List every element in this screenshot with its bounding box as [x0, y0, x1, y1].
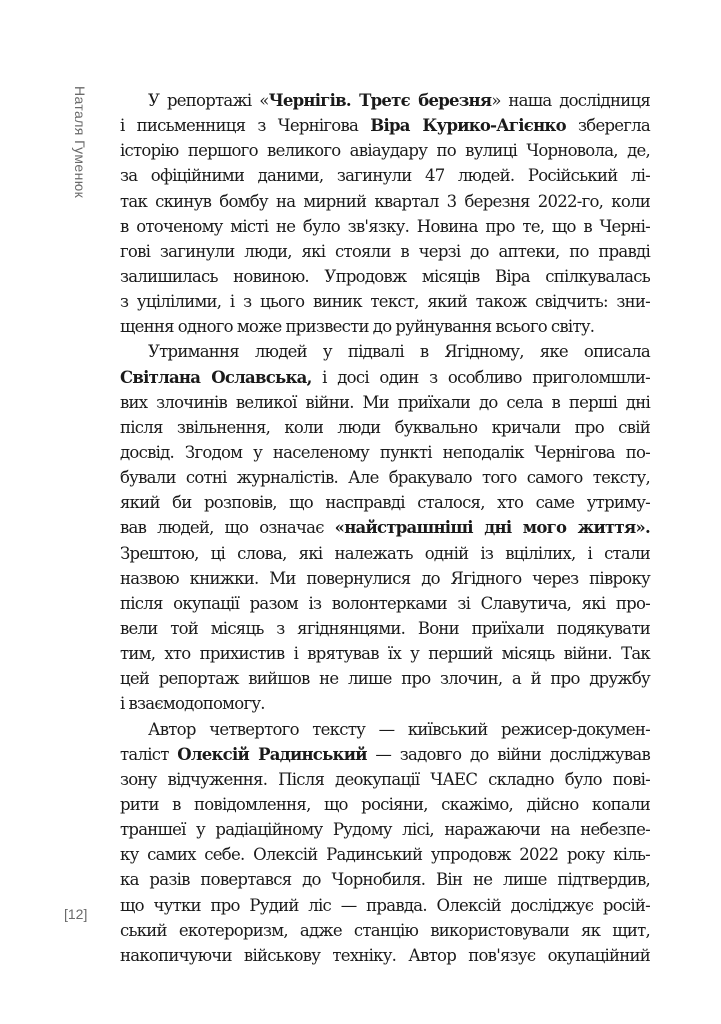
text-run: ський екотероризм, адже станцію використовували як щит, — [120, 920, 650, 940]
text-run: Зрештою, ці слова, які належать одній із вцілілих, і стали — [120, 543, 650, 563]
body-text — [120, 88, 650, 968]
text-run: накопичуючи військову техніку. Автор пов'язує окупаційний — [120, 945, 650, 965]
text-line — [120, 943, 650, 968]
text-run: за офіційними даними, загинули 47 людей. Російський лі- — [120, 166, 650, 186]
text-line — [120, 717, 650, 742]
text-run: залишилась новиною. Упродовж місяців Віра спілкувалась — [120, 266, 650, 286]
text-run: тим, хто прихистив і врятував їх у перший місяць війни. Так — [120, 644, 650, 664]
text-line — [120, 440, 650, 465]
text-line — [120, 893, 650, 918]
text-run: гові загинули люди, які стояли в черзі до аптеки, по правді — [120, 241, 650, 261]
text-line — [120, 88, 650, 113]
text-line — [120, 541, 650, 566]
bold-text: Олексій Радинський — [177, 744, 367, 764]
text-run: вели той місяць з ягіднянцями. Вони приїхали подякувати — [120, 618, 650, 638]
text-line — [120, 666, 650, 691]
text-run: зберегла — [565, 116, 650, 136]
text-run: Утримання людей у підвалі в Ягідному, яке описала — [148, 342, 650, 362]
text-run: ка разів повертався до Чорнобиля. Він не лише підтвердив, — [120, 870, 650, 890]
text-run: досвід. Згодом у населеному пункті неподалік Чернігова по- — [120, 442, 650, 462]
text-line — [120, 792, 650, 817]
text-run: і досі один з особливо приголомшли- — [311, 367, 650, 387]
text-line — [120, 842, 650, 867]
text-line — [120, 365, 650, 390]
text-run: що чутки про Рудий ліс — правда. Олексій досліджує росій- — [120, 895, 650, 915]
text-line — [120, 641, 650, 666]
text-line — [120, 867, 650, 892]
text-run: історію першого великого авіаудару по вулиці Чорновола, де, — [120, 141, 650, 161]
running-head: Наталя Гуменюк — [72, 86, 88, 199]
bold-text: Світлана Ославська, — [120, 367, 312, 387]
text-line — [120, 113, 650, 138]
text-line — [120, 691, 650, 716]
text-line — [120, 214, 650, 239]
text-run: і взаємодопомогу. — [120, 694, 265, 714]
text-line — [120, 515, 650, 540]
text-run: після звільнення, коли люди буквально кричали про свій — [120, 417, 650, 437]
text-run: » наша дослідниця — [491, 91, 650, 110]
text-run: назвою книжки. Ми повернулися до Ягідного через півроку — [120, 568, 650, 588]
text-line — [120, 566, 650, 591]
bold-text: Віра Курико-Агієнко — [370, 116, 566, 136]
text-line — [120, 616, 650, 641]
text-line — [120, 591, 650, 616]
text-line — [120, 415, 650, 440]
bold-text: «найстрашніші дні мого життя». — [334, 518, 650, 538]
text-line — [120, 490, 650, 515]
text-line — [120, 264, 650, 289]
bold-text: Чернігів. Третє березня — [268, 91, 492, 110]
text-line — [120, 390, 650, 415]
text-run: бували сотні журналістів. Але бракувало того самого тексту, — [120, 468, 650, 488]
text-line — [120, 239, 650, 264]
text-line — [120, 314, 650, 339]
text-run: рити в повідомлення, що росіяни, скажімо, дійсно копали — [120, 794, 650, 814]
page-number: [12] — [64, 906, 88, 922]
text-line — [120, 465, 650, 490]
text-run: таліст — [120, 744, 178, 764]
text-run: цей репортаж вийшов не лише про злочин, а й про дружбу — [120, 669, 650, 689]
text-run: вав людей, що означає — [120, 518, 335, 538]
text-run: Автор четвертого тексту — київський режисер-докумен- — [148, 719, 650, 739]
text-line — [120, 138, 650, 163]
text-run: траншеї у радіаційному Рудому лісі, наражаючи на небезпе- — [120, 820, 650, 840]
text-run: щення одного може призвести до руйнування всього світу. — [120, 317, 595, 337]
text-run: — задовго до війни досліджував — [366, 744, 651, 764]
text-run: зону відчуження. Після деокупації ЧАЕС складно було пові- — [120, 769, 650, 789]
text-run: з уцілілими, і з цього виник текст, який також свідчить: зни- — [120, 292, 650, 312]
text-run: який би розповів, що насправді сталося, хто саме утриму- — [120, 493, 650, 513]
text-run: так скинув бомбу на мирний квартал 3 березня 2022-го, коли — [120, 191, 650, 211]
text-run: і письменниця з Чернігова — [120, 116, 371, 136]
text-line — [120, 339, 650, 364]
text-line — [120, 817, 650, 842]
text-run: в оточеному місті не було зв'язку. Новина про те, що в Черні- — [120, 216, 650, 236]
text-line — [120, 289, 650, 314]
text-line — [120, 767, 650, 792]
text-line — [120, 189, 650, 214]
text-line — [120, 918, 650, 943]
text-run: вих злочинів великої війни. Ми приїхали до села в перші дні — [120, 392, 650, 412]
text-line — [120, 742, 650, 767]
text-run: У репортажі « — [148, 91, 269, 110]
text-run: ку самих себе. Олексій Радинський упродовж 2022 року кіль- — [120, 845, 650, 865]
text-run: після окупації разом із волонтерками зі Славутича, які про- — [120, 593, 650, 613]
text-line — [120, 163, 650, 188]
